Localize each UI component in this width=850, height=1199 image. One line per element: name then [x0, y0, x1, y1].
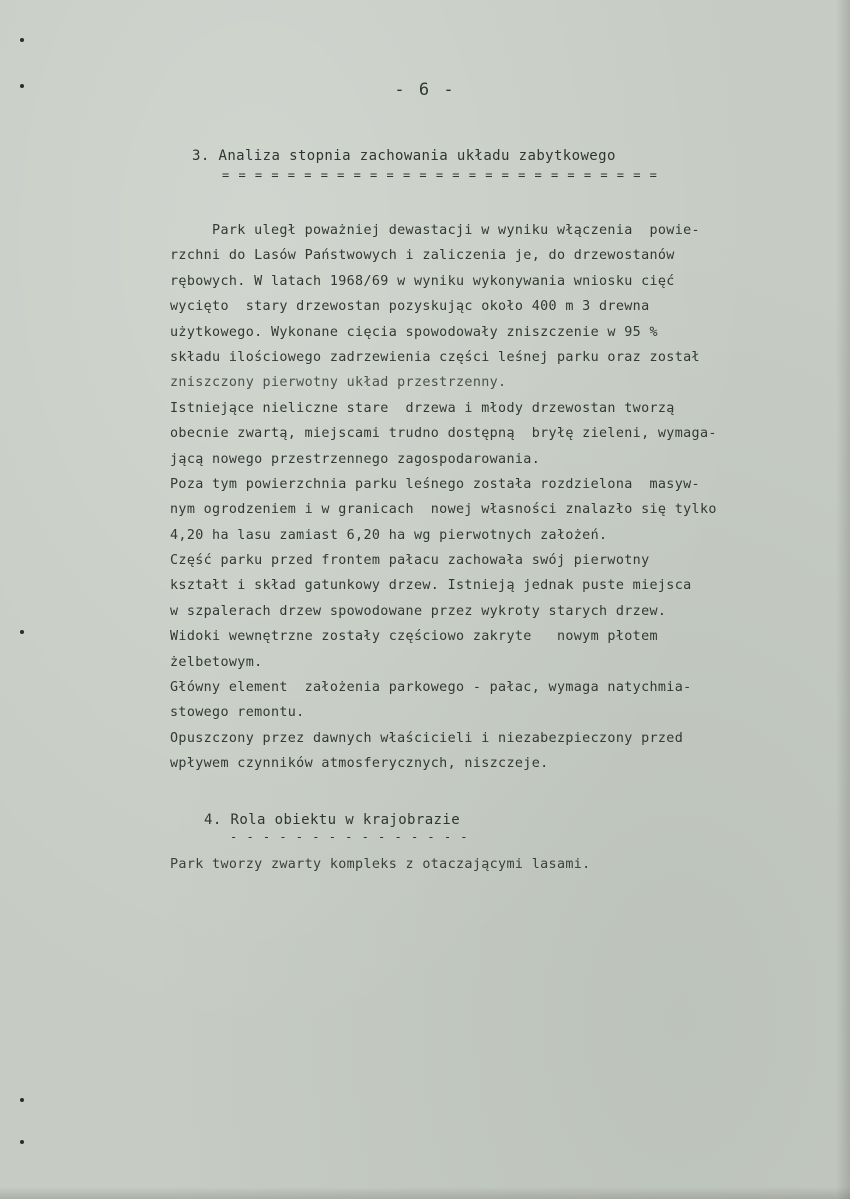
section-3-body	[170, 218, 840, 777]
section-4-body	[170, 852, 840, 877]
text-line: rzchni do Lasów Państwowych i zaliczenia je, do drzewostanów	[170, 248, 675, 264]
section-4-heading: 4. Rola obiektu w krajobrazie	[204, 812, 461, 828]
text-line: obecnie zwartą, miejscami trudno dostępną bryłę zieleni, wymaga-	[170, 426, 717, 442]
text-line: Główny element założenia parkowego - pałac, wymaga natychmia-	[170, 680, 692, 696]
text-line: Park tworzy zwarty kompleks z otaczającymi lasami.	[170, 857, 591, 872]
text-line: zniszczony pierwotny układ przestrzenny.	[170, 375, 507, 391]
text-line: Park uległ poważniej dewastacji w wyniku włączenia powie-	[170, 223, 700, 238]
text-line: Część parku przed frontem pałacu zachowała swój pierwotny	[170, 553, 650, 569]
text-line: rębowych. W latach 1968/69 w wyniku wykonywania wniosku cięć	[170, 273, 675, 289]
text-line: Widoki wewnętrzne zostały częściowo zakryte nowym płotem	[170, 629, 658, 645]
text-line: wycięto stary drzewostan pozyskując około 400 m 3 drewna	[170, 299, 650, 315]
binding-dot	[20, 38, 24, 42]
text-line: nym ogrodzeniem i w granicach nowej własności znalazło się tylko	[170, 502, 717, 518]
binding-dot	[20, 630, 24, 634]
text-line: stowego remontu.	[170, 705, 305, 721]
page-edge-shadow-bottom	[0, 1187, 850, 1199]
text-line: w szpalerach drzew spowodowane przez wykroty starych drzew.	[170, 603, 667, 619]
text-line: kształt i skład gatunkowy drzew. Istnieją jednak puste miejsca	[170, 578, 692, 594]
text-line: 4,20 ha lasu zamiast 6,20 ha wg pierwotnych założeń.	[170, 527, 608, 543]
page-number: - 6 -	[394, 80, 456, 100]
text-line: Istniejące nieliczne stare drzewa i młody drzewostan tworzą	[170, 400, 675, 416]
binding-dot	[20, 1140, 24, 1144]
text-line: użytkowego. Wykonane cięcia spowodowały zniszczenie w 95 %	[170, 324, 658, 340]
text-line: jącą nowego przestrzennego zagospodarowania.	[170, 451, 541, 467]
section-4-underline: - - - - - - - - - - - - - - -	[230, 830, 469, 844]
binding-dot	[20, 1098, 24, 1102]
text-line: żelbetowym.	[170, 654, 263, 670]
section-3-underline: = = = = = = = = = = = = = = = = = = = = = = = = = = =	[222, 168, 658, 182]
text-line: składu ilościowego zadrzewienia części leśnej parku oraz został	[170, 349, 700, 365]
text-line: Poza tym powierzchnia parku leśnego została rozdzielona masyw-	[170, 476, 700, 492]
text-line: wpływem czynników atmosferycznych, niszczeje.	[170, 756, 549, 772]
section-3-heading: 3. Analiza stopnia zachowania układu zabytkowego	[192, 148, 616, 164]
text-line: Opuszczony przez dawnych właścicieli i niezabezpieczony przed	[170, 730, 684, 746]
